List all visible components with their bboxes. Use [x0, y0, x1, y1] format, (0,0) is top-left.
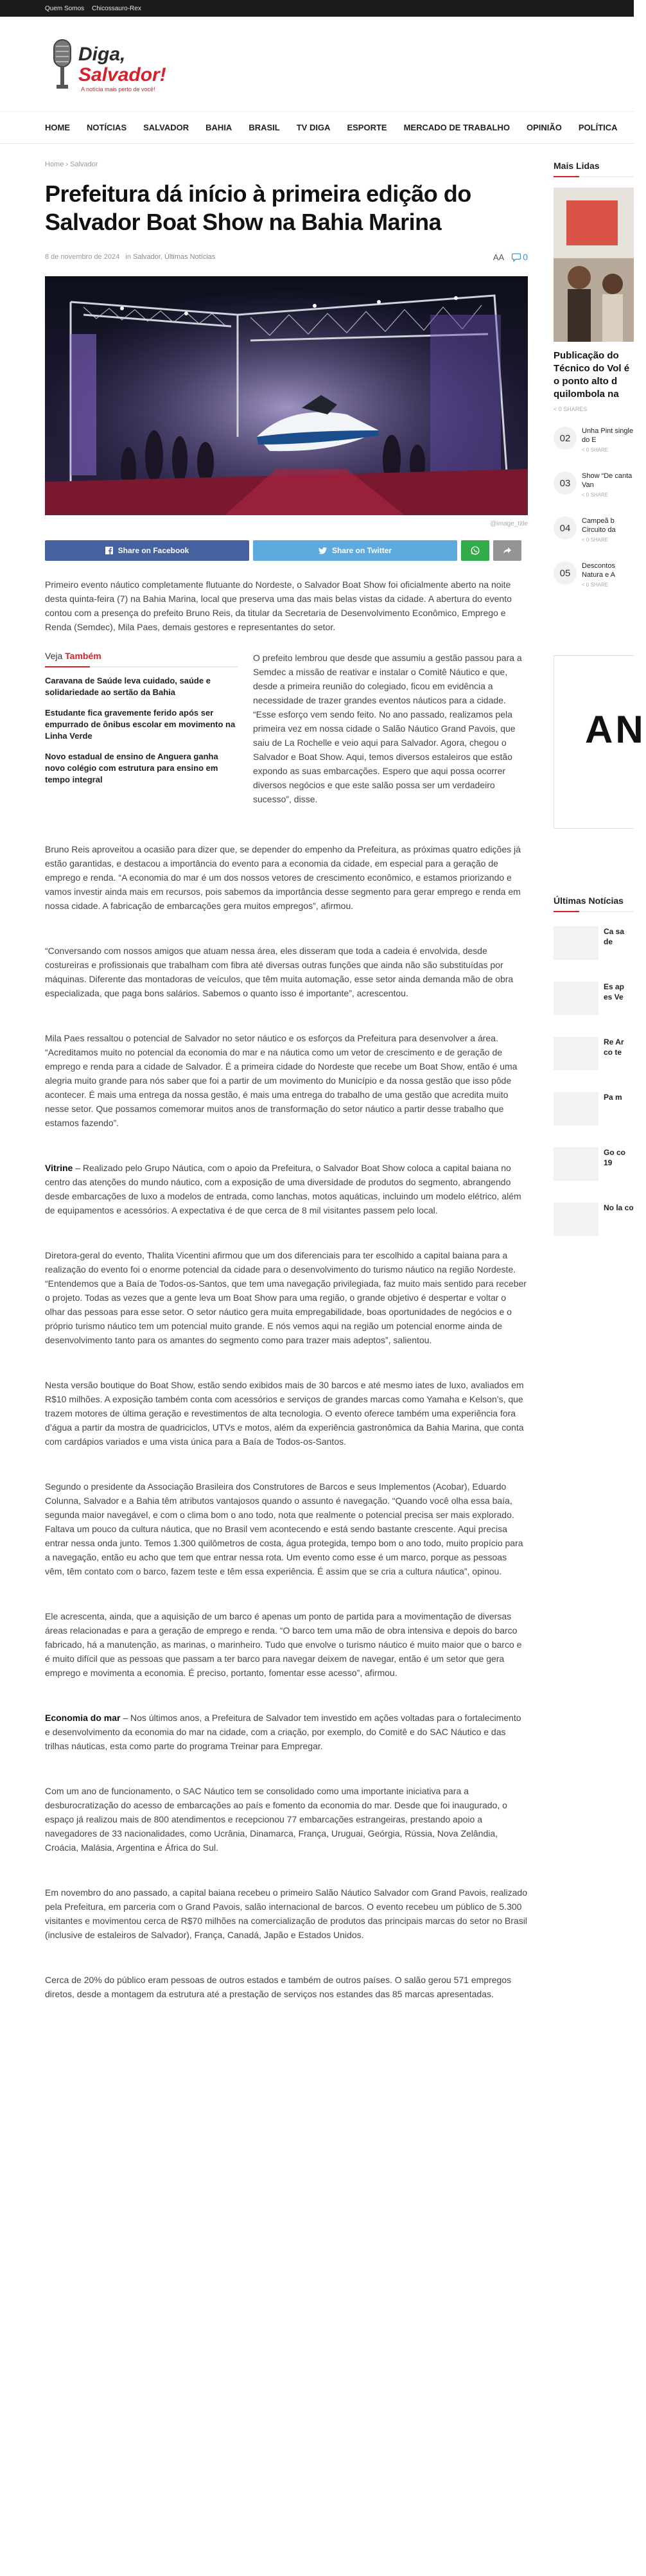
popular-title: Campeã b Circuito da: [582, 517, 616, 534]
logo-line1: Diga,: [78, 44, 126, 65]
popular-shares: < 0 SHARE: [582, 492, 609, 498]
latest-title: Pa m: [604, 1093, 622, 1102]
site-logo[interactable]: [45, 33, 212, 98]
article-title: Prefeitura dá início à primeira edição do Salvador Boat Show na Bahia Marina: [45, 181, 471, 235]
latest-item[interactable]: [554, 1147, 634, 1188]
nav-brasil[interactable]: BRASIL: [249, 123, 280, 132]
sidebar-lead-title[interactable]: Publicação do Técnico do Vol é o ponto alto d quilombola na: [554, 350, 630, 400]
comment-count: 0: [523, 252, 528, 262]
related-link-1[interactable]: Caravana de Saúde leva cuidado, saúde e solidariedade ao sertão da Bahia: [45, 676, 211, 697]
paragraph-11: [45, 1711, 528, 1753]
hero-caption: @image_title: [490, 520, 528, 527]
twitter-icon: [319, 547, 327, 554]
popular-shares: < 0 SHARE: [582, 447, 609, 453]
popular-rank: 03: [554, 472, 577, 495]
popular-rank: 02: [554, 427, 577, 450]
paragraph-12: Com um ano de funcionamento, o SAC Náutico tem se consolidado como uma importante iniciativa para a desburocratização do acesso de embarcações ao país e fomento da economia do mar. Desde que foi inaugurado, o espaço já realizou mais de 800 atendimentos e recepcionou 77 embarcações estrangeiras, prestando apoio a navegadores de 33 nacionalidades, como Ucrânia, Dinamarca, França, Uruguai, Geórgia, Rússia, Nova Zelândia, Croácia, Malásia, Argentina e África do Sul.: [45, 1786, 507, 1853]
sidebar-lead-photo: [554, 188, 634, 342]
popular-title: Show “De canta Van: [582, 472, 633, 489]
nav-salvador[interactable]: SALVADOR: [143, 123, 189, 132]
article-meta: [45, 251, 528, 263]
comment-icon: [512, 253, 521, 261]
category-salvador[interactable]: Salvador: [133, 253, 161, 261]
share-twitter-label: Share on Twitter: [331, 546, 392, 555]
latest-title: Go co 19: [604, 1148, 626, 1167]
popular-title: Unha Pint single do E: [582, 427, 634, 444]
paragraph-8: Nesta versão boutique do Boat Show, estão sendo exibidos mais de 30 barcos e até mesmo iates de luxo, avaliados em R$10 milhões. A exposição também conta com acessórios e serviços de grandes marcas como Yamaha e Kelson’s, que trazem motores de última geração e revestimentos de alta tecnologia. O evento oferece também uma experiência fora d’água a partir da mostra de quadriciclos, UTVs e motos, além da experiência gastronômica da Bahia Marina, que conta com cardápios variados e uma vista única para a Baía de Todos-os-Santos.: [45, 1380, 524, 1447]
category-ultimas[interactable]: Últimas Notícias: [164, 253, 216, 261]
latest-item[interactable]: [554, 1203, 634, 1244]
latest-item[interactable]: [554, 1092, 634, 1133]
topbar-link-quem-somos[interactable]: Quem Somos: [45, 4, 85, 12]
popular-item[interactable]: [554, 427, 634, 457]
paragraph-6-lead: Vitrine: [45, 1163, 73, 1173]
latest-thumbnail: [554, 1147, 598, 1181]
popular-item[interactable]: [554, 561, 634, 592]
paragraph-10: Ele acrescenta, ainda, que a aquisição de um barco é apenas um ponto de partida para a movimentação de diversas áreas relacionadas e para a geração de emprego e renda. “O barco tem uma mão de obra intensiva e depois do barco fabricado, há a manutenção, as marinas, o marinheiro. Tudo que envolve o turismo náutico é muito maior que o barco e é muito difícil que as pessoas que passam a ter barco para navegar deixem de navegar, então é um setor que gera emprego e movimenta a economia. É preciso, portanto, fomentar esse acesso”, afirmou.: [45, 1611, 522, 1678]
related-link-3[interactable]: Novo estadual de ensino de Anguera ganha novo colégio com estrutura para ensino em tempo integral: [45, 752, 218, 784]
ad-text: AN: [585, 708, 646, 751]
share-bar: [45, 540, 528, 561]
latest-title: No la co: [604, 1203, 634, 1212]
article-categories: [119, 253, 215, 261]
share-facebook-button[interactable]: [45, 540, 249, 561]
latest-thumbnail: [554, 1037, 598, 1070]
main-nav: [0, 112, 634, 144]
popular-shares: < 0 SHARE: [582, 537, 609, 543]
ad-banner[interactable]: [554, 655, 646, 829]
article-date: 8 de novembro de 2024: [45, 253, 120, 261]
related-title: [45, 651, 238, 667]
paragraph-13: Em novembro do ano passado, a capital baiana recebeu o primeiro Salão Náutico Salvador com Grand Pavois, realizado pela Prefeitura, em parceria com o Grand Pavois, salão internacional de barcos. O evento recebeu um público de 5.300 visitantes e movimentou cerca de R$70 milhões na comercialização de produtos das principais marcas do setor no Brasil (inclusive de estaleiros de Salvador), França, Canadá, Japão e Estados Unidos.: [45, 1887, 527, 1940]
latest-title: Es ap es Ve: [604, 982, 625, 1001]
categories-prefix: in: [125, 253, 131, 261]
paragraph-4: “Conversando com nossos amigos que atuam nessa área, eles disseram que toda a cadeia é envolvida, desde costureiras e profissionais que trabalham com fibra até diversas outras funções que ainda não são substituídas por máquinas. Diferente das montadoras de veículos, que têm muita automação, esse setor ainda demanda mão de obra especializada, que paga bons salários. Sabemos o quanto isso é importante”, acrescentou.: [45, 946, 514, 998]
hero-image: [45, 276, 528, 515]
latest-thumbnail: [554, 982, 598, 1015]
latest-thumbnail: [554, 1203, 598, 1236]
popular-title: Descontos Natura e A: [582, 562, 615, 579]
whatsapp-icon: [471, 546, 480, 555]
nav-politica[interactable]: POLÍTICA: [578, 123, 618, 132]
breadcrumb-current[interactable]: Salvador: [70, 161, 98, 168]
facebook-icon: [105, 547, 113, 554]
latest-thumbnail: [554, 926, 598, 960]
sidebar-lead-image[interactable]: [554, 188, 634, 342]
article-body: [45, 578, 528, 2001]
popular-rank: 04: [554, 516, 577, 540]
paragraph-14: Cerca de 20% do público eram pessoas de outros estados e também de outros países. O salão gerou 571 empregos diretos, desde a montagem da estrutura até a prestação de serviços nos estandes das 85 marcas apresentadas.: [45, 1975, 512, 1999]
sidebar-title-ultimas: Últimas Notícias: [554, 887, 634, 912]
sidebar: [554, 152, 646, 1244]
popular-item[interactable]: [554, 472, 634, 502]
nav-esporte[interactable]: ESPORTE: [347, 123, 387, 132]
paragraph-11-lead: Economia do mar: [45, 1713, 121, 1723]
latest-news: [554, 887, 634, 1244]
latest-item[interactable]: [554, 1037, 634, 1078]
logo-graphic: [45, 33, 212, 98]
comments-link[interactable]: [512, 252, 528, 262]
related-box: [45, 651, 238, 795]
logo-tagline: A notícia mais perto de você!: [81, 86, 155, 93]
breadcrumb-home[interactable]: Home: [45, 161, 64, 168]
popular-shares: < 0 SHARE: [582, 582, 609, 588]
popular-item[interactable]: [554, 516, 634, 547]
popular-rank: 05: [554, 561, 577, 585]
paragraph-11-text: – Nos últimos anos, a Prefeitura de Salvador tem investido em ações voltadas para o fortalecimento e desenvolvimento da economia do mar na cidade, com a criação, por exemplo, do Comitê e do SAC Náutico e das trilhas náuticas, esta como parte do programa Treinar para Empregar.: [45, 1713, 521, 1751]
latest-title: Ca sa de: [604, 927, 625, 946]
latest-thumbnail: [554, 1092, 598, 1125]
share-arrow-icon: [503, 547, 512, 554]
paragraph-9: Segundo o presidente da Associação Brasileira dos Construtores de Barcos e seus Implementos (Acobar), Eduardo Colunna, Salvador e a Bahia têm atributos vantajosos quando o assunto é navegação. “Quando você olha essa baía, segunda maior navegável, e com o clima bom o ano todo, nota que realmente o potencial precisa ser mais explorado. Faltava um pouco da cultura náutica, que no Brasil vem acontecendo e está sendo bastante crescente. Aqui precisa entrar nessa onda junto. Temos 1.300 quilômetros de costa, água protegida, tempo bom o ano todo, muito propício para a navegação, então eu acho que tem que entrar nessa rota. Um evento como esse é um marco, porque as pessoas vêm, têm contato com o barco, fazem teste e têm essa experiência. É assim que se cria a cultura náutica”, opinou.: [45, 1481, 523, 1576]
font-size-toggle[interactable]: AA: [493, 252, 505, 262]
share-whatsapp-button[interactable]: [461, 540, 489, 561]
paragraph-6-text: – Realizado pelo Grupo Náutica, com o apoio da Prefeitura, o Salvador Boat Show coloca a capital baiana no centro das atenções do mundo náutico, com a exposição de uma diversidade de produtos do segmento, abrangendo desde embarcações de luxo a modelos de entrada, como lanchas, motos aquáticas, incluindo um modelo elétrico, além de equipamentos e acessórios. A expectativa é de que cerca de 8 mil visitantes passem pelo local.: [45, 1163, 521, 1215]
microphone-icon: [54, 40, 71, 89]
sidebar-title-mais-lidas: Mais Lidas: [554, 152, 634, 177]
topbar-link-chicossauro[interactable]: Chicossauro-Rex: [92, 4, 141, 12]
paragraph-3: Bruno Reis aproveitou a ocasião para dizer que, se depender do empenho da Prefeitura, as próximas quatro edições já estão garantidas, e destacou a importância do evento para a economia da cidade, em especial para a geração de emprego e renda. “A economia do mar é um dos nossos vetores de crescimento econômico, e estamos priorizando e vamos investir ainda mais em recursos, pois sabemos da importância desse segmento para gerar emprego e renda em nossa cidade. A fabricação de embarcações gera muitos empregos”, afirmou.: [45, 844, 521, 911]
share-more-button[interactable]: [493, 540, 521, 561]
nav-noticias[interactable]: NOTÍCIAS: [87, 123, 127, 132]
paragraph-1: Primeiro evento náutico completamente flutuante do Nordeste, o Salvador Boat Show foi oficialmente aberto na noite desta quinta-feira (7) na Bahia Marina, local que preserva uma das mais belas vistas da cidade. A abertura do evento contou com a presença do prefeito Bruno Reis, da titular da Secretaria de Desenvolvimento Econômico, Emprego e Renda (Semdec), Mila Paes, demais gestores e representantes do setor.: [45, 579, 512, 632]
share-twitter-button[interactable]: [253, 540, 457, 561]
nav-home[interactable]: HOME: [45, 123, 70, 132]
related-title-highlight: Também: [65, 651, 101, 661]
site-header: [0, 17, 634, 112]
latest-title: Re Ar co te: [604, 1037, 624, 1057]
paragraph-6: [45, 1161, 528, 1217]
latest-item[interactable]: [554, 926, 634, 967]
paragraph-7: Diretora-geral do evento, Thalita Vicentini afirmou que um dos diferenciais para ter escolhido a capital baiana para a realização do evento foi o enorme potencial da cidade para o desenvolvimento do turismo náutico na região Nordeste. “Entendemos que a Baía de Todos-os-Santos, que tem uma navegação privilegiada, faz muito mais sentido para receber o projeto. Todas as vezes que a gente leva um Boat Show para uma região, o grande objetivo é despertar e voltar o olhar das pessoas para esse setor. O setor náutico gera muita empregabilidade, boas oportunidades de negócios e o próprio turismo náutico tem um potencial muito grande. E nós vemos aqui na região um potencial enorme ainda de desenvolvimento tanto para os amantes do segmento como para trazer mais adeptos”, salientou.: [45, 1250, 527, 1345]
nav-mercado-de-trabalho[interactable]: MERCADO DE TRABALHO: [403, 123, 510, 132]
article-column: [45, 152, 528, 2001]
related-link-2[interactable]: Estudante fica gravemente ferido após ser empurrado de ônibus escolar em movimento na Linha Verde: [45, 708, 236, 741]
paragraph-2: O prefeito lembrou que desde que assumiu a gestão passou para a Semdec a missão de reativar e instalar o Comitê Náutico e que, desde a primeira reunião do colegiado, ficou em evidência a necessidade de trazer grandes eventos náuticos para a cidade. “Esse esforço vem sendo feito. No ano passado, realizamos pela primeira vez em nossa cidade o Salão Náutico Grand Pavois, que saiu de La Rochelle e veio aqui para Salvador. Agora, chegou o Salvador e Boat Show. Aqui, temos diversos estaleiros que estão expondo as suas embarcações. Espero que aqui possa ocorrer diversos negócios e que este salão possa ser um verdadeiro sucesso”, disse.: [253, 653, 522, 804]
logo-line2: Salvador!: [78, 64, 166, 85]
top-bar: [0, 0, 634, 17]
related-list: [45, 675, 238, 786]
latest-item[interactable]: [554, 982, 634, 1023]
hero-photo: [45, 276, 528, 515]
nav-bahia[interactable]: BAHIA: [205, 123, 232, 132]
meta-actions: [493, 252, 528, 262]
breadcrumb: [45, 161, 528, 168]
related-title-prefix: Veja: [45, 651, 65, 661]
nav-tv-diga[interactable]: TV DIGA: [296, 123, 331, 132]
share-facebook-label: Share on Facebook: [118, 546, 189, 555]
paragraph-5: Mila Paes ressaltou o potencial de Salvador no setor náutico e os esforços da Prefeitura para desenvolver a área. “Acreditamos muito no potencial da economia do mar e na náutica como um vetor de crescimento e de geração de emprego e renda para a cidade de Salvador. É a primeira cidade do Nordeste que recebe um Boat Show, então é uma alegria muito grande para nós saber que foi a partir de um movimento do Município e da nossa gestão que isso pôde acontecer. É mais uma entrega da nossa gestão, é mais uma entrega do trabalho de uma gestão que acredita muito nesse setor. Que possamos comemorar muitos anos de transformação do setor náutico a partir desse trabalho que estamos fazendo”.: [45, 1033, 518, 1128]
sidebar-lead-shares: < 0 SHARES: [554, 406, 588, 412]
breadcrumb-separator: ›: [65, 161, 69, 168]
nav-opiniao[interactable]: OPINIÃO: [526, 123, 562, 132]
category-separator: ,: [160, 253, 162, 261]
